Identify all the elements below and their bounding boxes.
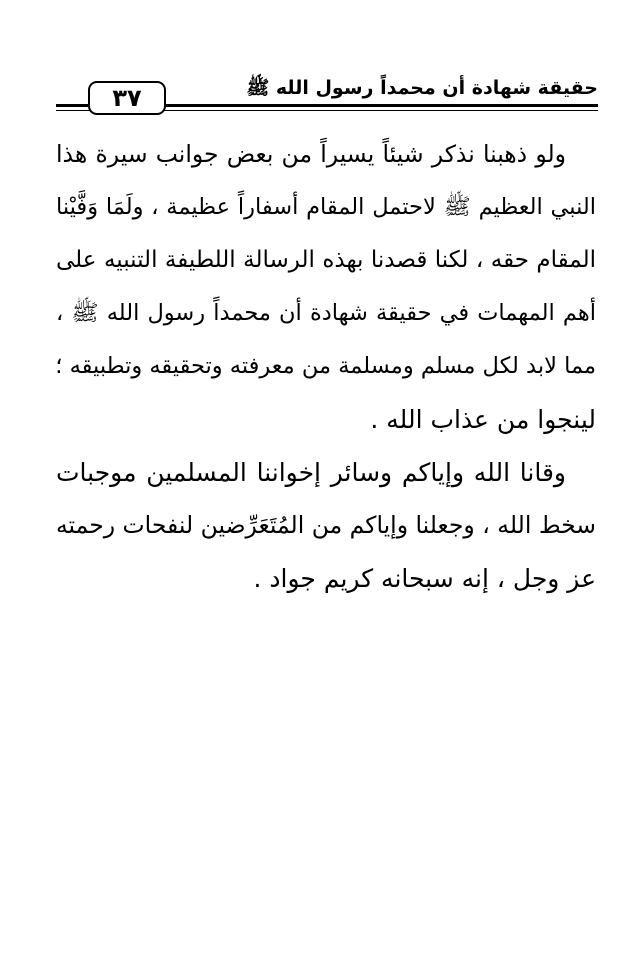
page-header: [56, 76, 598, 116]
page-number: ٣٧: [88, 81, 166, 115]
text-line: النبي العظيم ﷺ لاحتمل المقام أسفاراً عظيمة ، ولَمَا وَفَّيْنا: [56, 194, 596, 220]
text-line: لينجوا من عذاب الله .: [370, 405, 596, 434]
text-line: وقانا الله وإياكم وسائر إخواننا المسلمين موجبات: [56, 458, 566, 487]
text-line: مما لابد لكل مسلم ومسلمة من معرفته وتحقيقه وتطبيقه ؛: [55, 353, 596, 379]
text-line: ولو ذهبنا نذكر شيئاً يسيراً من بعض جوانب سيرة هذا: [56, 140, 566, 168]
running-title: حقيقة شهادة أن محمداً رسول الله ﷺ: [246, 77, 598, 99]
text-line: عز وجل ، إنه سبحانه كريم جواد .: [253, 564, 596, 593]
text-line: أهم المهمات في حقيقة شهادة أن محمداً رسول الله ﷺ ،: [56, 300, 596, 326]
text-line: سخط الله ، وجعلنا وإياكم من المُتَعَرِّضين لنفحات رحمته: [55, 511, 596, 539]
text-line: المقام حقه ، لكنا قصدنا بهذه الرسالة اللطيفة التنبيه على: [56, 247, 596, 273]
body-text: [56, 128, 596, 605]
